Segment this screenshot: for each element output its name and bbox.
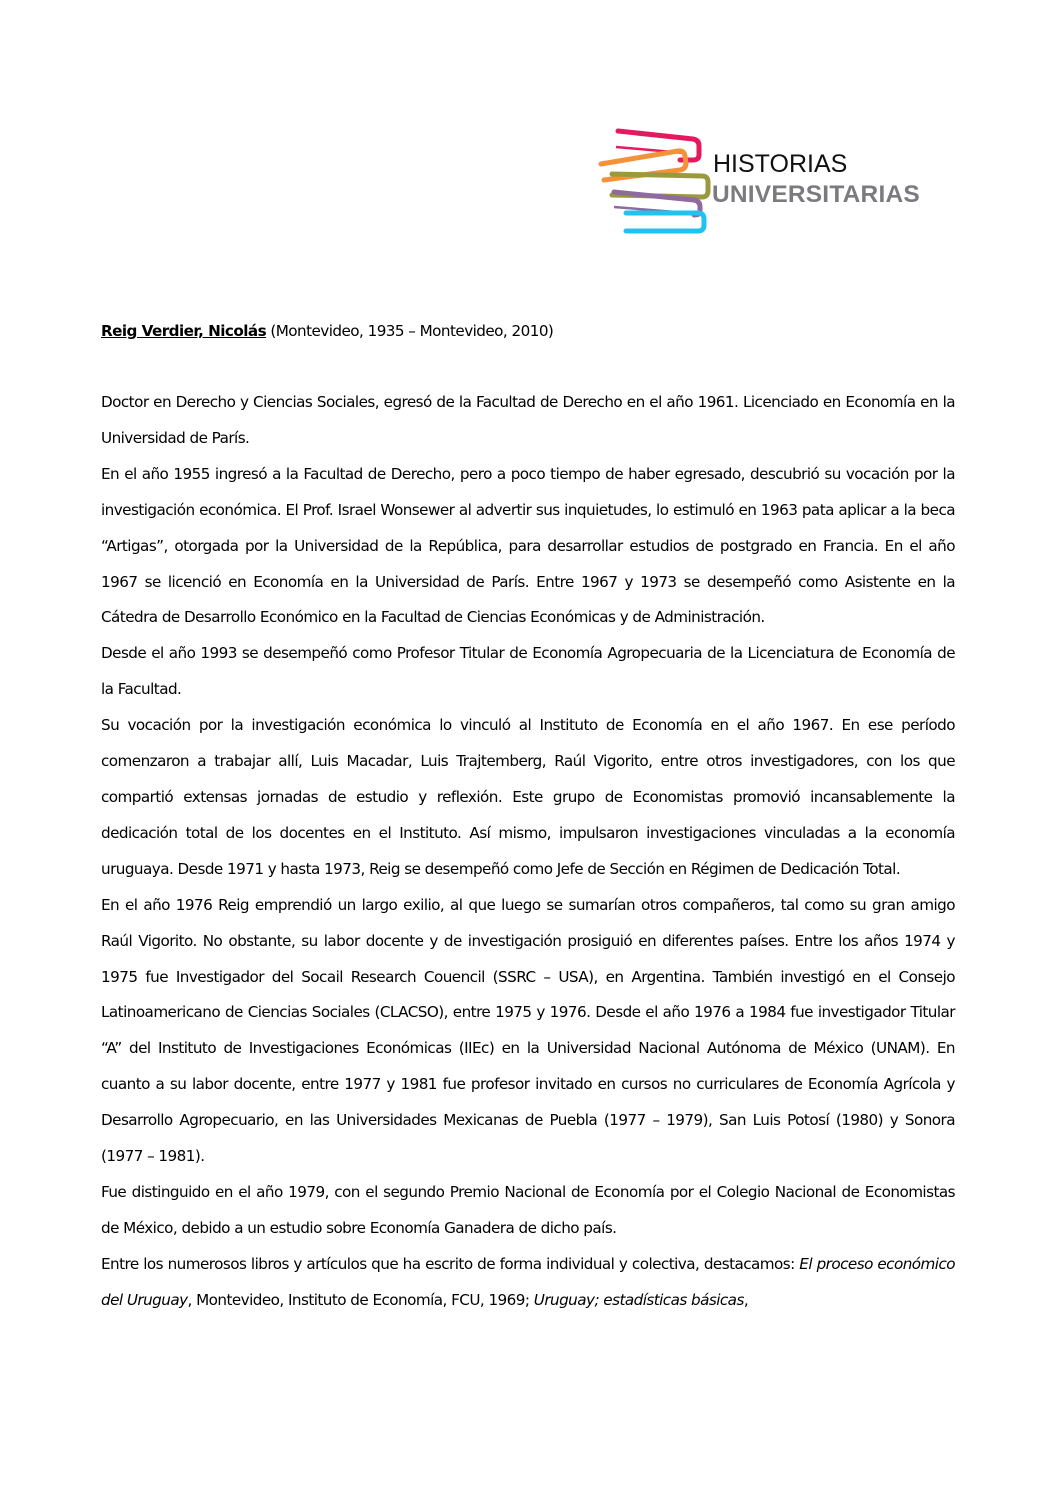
paragraph-award: Fue distinguido en el año 1979, con el segundo Premio Nacional de Economía por el Colegio Nacional de Economistas de México, debido a un estudio sobre Economía Ganadera de dicho país. bbox=[101, 1182, 955, 1237]
paragraph-exile: En el año 1976 Reig emprendió un largo exilio, al que luego se sumarían otros compañeros, tal como su gran amigo Raúl Vigorito. No obstante, su labor docente y de investigación prosiguió en diferentes países. Entre los años 1974 y 1975 fue Investigador del Socail Research Couencil (SSRC – USA), en Argentina. También investigó en el Consejo Latinoamericano de Ciencias Sociales (CLACSO), entre 1975 y 1976. Desde el año 1976 a 1984 fue investigador Titular “A” del Instituto de Investigaciones Económicas (IIEc) en la Universidad Nacional Autónoma de México (UNAM). En cuanto a su labor docente, entre 1977 y 1981 fue profesor invitado en cursos no curriculares de Economía Agrícola y Desarrollo Agropecuario, en las Universidades Mexicanas de Puebla (1977 – 1979), San Luis Potosí (1980) y Sonora (1977 – 1981). bbox=[101, 895, 955, 1166]
historias-universitarias-logo bbox=[598, 125, 943, 235]
paragraph-early-career: En el año 1955 ingresó a la Facultad de Derecho, pero a poco tiempo de haber egresado, descubrió su vocación por la investigación económica. El Prof. Israel Wonsewer al advertir sus inquietudes, lo estimuló en 1963 pata aplicar a la beca “Artigas”, otorgada por la Universidad de la República, para desarrollar estudios de postgrado en Francia. En el año 1967 se licenció en Economía en la Universidad de París. Entre 1967 y 1973 se desempeñó como Asistente en la Cátedra de Desarrollo Económico en la Facultad de Ciencias Económicas y de Administración. bbox=[101, 464, 955, 627]
paragraph-publications bbox=[101, 1247, 955, 1319]
paragraph-professorship: Desde el año 1993 se desempeñó como Profesor Titular de Economía Agropecuaria de la Licenciatura de Economía de la Facultad. bbox=[101, 644, 955, 699]
punctuation: , bbox=[743, 1290, 749, 1309]
person-name: Reig Verdier, Nicolás bbox=[101, 322, 267, 340]
publication-title: El proceso económico del Uruguay bbox=[101, 1254, 955, 1309]
paragraph-instituto-economia: Su vocación por la investigación económica lo vinculó al Instituto de Economía en el año 1967. En ese período comenzaron a trabajar allí, Luis Macadar, Luis Trajtemberg, Raúl Vigorito, entre otros investigadores, con los que compartió extensas jornadas de estudio y reflexión. Este grupo de Economistas promovió incansablemente la dedicación total de los docentes en el Instituto. Así mismo, impulsaron investigaciones vinculadas a la economía uruguaya. Desde 1971 y hasta 1973, Reig se desempeñó como Jefe de Sección en Régimen de Dedicación Total. bbox=[101, 716, 955, 878]
publication-details: , Montevideo, Instituto de Economía, FCU, 1969; bbox=[187, 1290, 534, 1309]
logo-text-historias: HISTORIAS bbox=[713, 150, 848, 178]
publication-title: Uruguay; estadísticas básicas bbox=[533, 1290, 744, 1309]
birth-death-dates: (Montevideo, 1935 – Montevideo, 2010) bbox=[266, 322, 554, 340]
paragraph-education: Doctor en Derecho y Ciencias Sociales, egresó de la Facultad de Derecho en el año 1961. Licenciado en Economía en la Universidad de París. bbox=[101, 393, 955, 447]
biography-heading bbox=[101, 316, 955, 346]
books-stack-icon bbox=[598, 125, 713, 235]
publications-intro: Entre los numerosos libros y artículos que ha escrito de forma individual y colectiva, destacamos: bbox=[101, 1254, 800, 1273]
document-body bbox=[101, 316, 955, 1319]
logo-text-universitarias: UNIVERSITARIAS bbox=[712, 181, 920, 208]
